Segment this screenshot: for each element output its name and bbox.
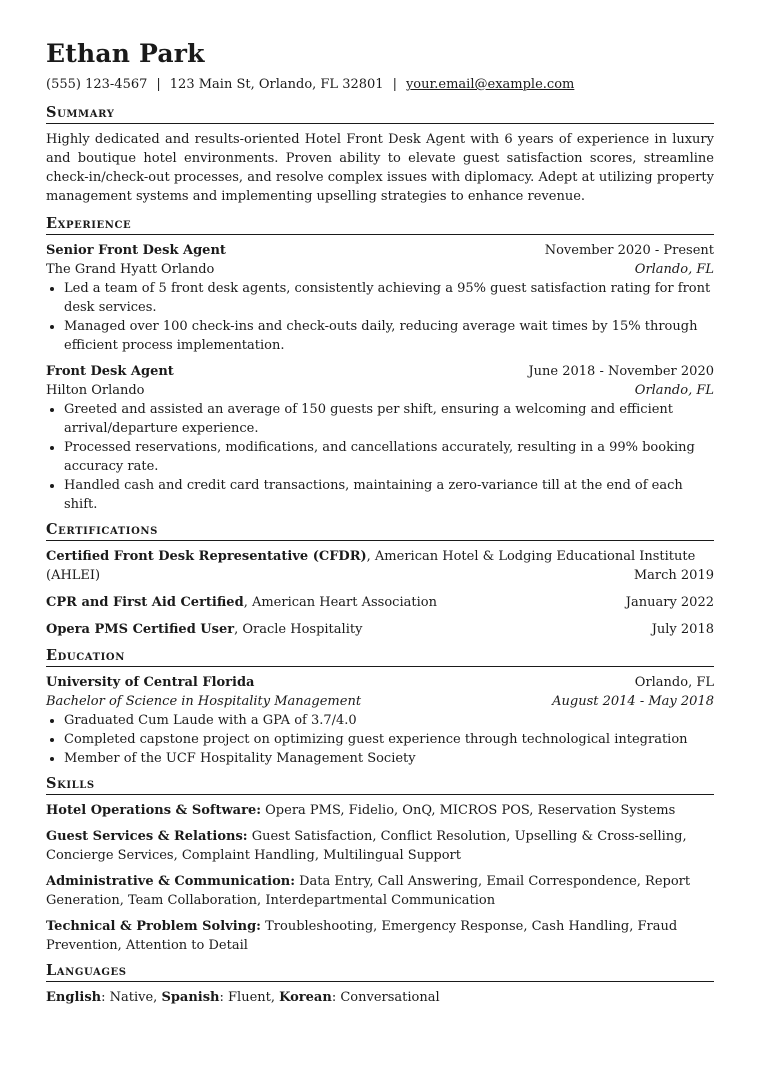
phone-number: (555) 123-4567 [46, 77, 148, 92]
degree: Bachelor of Science in Hospitality Management [46, 694, 362, 709]
cert-name: CPR and First Aid Certified [46, 595, 244, 610]
list-item: • Processed reservations, modifications, and cancellations accurately, resulting in a 99% booking accuracy rate. [64, 438, 714, 476]
skill-text: Guest Satisfaction, Conflict Resolution, Upselling & Cross-selling, Concierge Services, Complaint Handling, Multilingual Support [46, 829, 687, 863]
language-name: Korean [279, 990, 332, 1005]
certification-entry [46, 547, 714, 585]
candidate-name: Ethan Park [46, 39, 205, 68]
languages-line [46, 988, 714, 1007]
job-location: Orlando, FL [634, 262, 714, 277]
language-name: Spanish [161, 990, 220, 1005]
job-location: Orlando, FL [634, 383, 714, 398]
school-location: Orlando, FL [634, 675, 714, 690]
cert-issuer: , American Hotel & Lodging Educational Institute [366, 549, 696, 564]
skill-entry [46, 872, 714, 910]
cert-date: July 2018 [651, 622, 714, 637]
job-company: The Grand Hyatt Orlando [46, 262, 215, 277]
list-item: • Member of the UCF Hospitality Management Society [64, 749, 714, 768]
contact-line [46, 76, 714, 94]
section-title-summary: Summary [46, 104, 714, 124]
job-bullets [46, 400, 714, 514]
list-item: • Managed over 100 check-ins and check-outs daily, reducing average wait times by 15% through efficient process implementation. [64, 317, 714, 355]
certification-entry [46, 620, 714, 639]
language-level: : Native, [101, 990, 162, 1005]
skill-entry [46, 917, 714, 955]
skill-label: Hotel Operations & Software: [46, 803, 262, 818]
job-company: Hilton Orlando [46, 383, 145, 398]
cert-date: January 2022 [625, 595, 714, 610]
section-title-education: Education [46, 647, 714, 667]
language-level: : Fluent, [219, 990, 280, 1005]
skill-text: Troubleshooting, Emergency Response, Cash Handling, Fraud Prevention, Attention to Detail [46, 919, 678, 953]
cert-issuer-cont: (AHLEI) [46, 568, 101, 583]
list-item: • Completed capstone project on optimizing guest experience through technological integration [64, 730, 714, 749]
job-bullets [46, 279, 714, 355]
list-item: • Graduated Cum Laude with a GPA of 3.7/4.0 [64, 711, 714, 730]
cert-name: Opera PMS Certified User [46, 622, 235, 637]
skill-label: Administrative & Communication: [46, 874, 295, 889]
email-link[interactable]: your.email@example.com [405, 77, 575, 92]
skill-text: Opera PMS, Fidelio, OnQ, MICROS POS, Reservation Systems [261, 803, 676, 818]
separator: | [392, 77, 397, 92]
skill-label: Technical & Problem Solving: [46, 919, 261, 934]
job-dates: November 2020 - Present [544, 243, 714, 258]
section-title-experience: Experience [46, 215, 714, 235]
skill-text: Data Entry, Call Answering, Email Correspondence, Report Generation, Team Collaboration, Interdepartmental Communication [46, 874, 691, 908]
school-name: University of Central Florida [46, 675, 255, 690]
separator: | [156, 77, 161, 92]
section-title-certifications: Certifications [46, 521, 714, 541]
cert-date: March 2019 [633, 568, 714, 583]
language-level: : Conversational [331, 990, 440, 1005]
language-name: English [46, 990, 102, 1005]
address: 123 Main St, Orlando, FL 32801 [169, 77, 384, 92]
section-title-languages: Languages [46, 962, 714, 982]
job-entry [46, 362, 714, 514]
section-title-skills: Skills [46, 775, 714, 795]
skill-entry [46, 801, 714, 820]
job-role: Front Desk Agent [46, 364, 174, 379]
list-item: • Handled cash and credit card transactions, maintaining a zero-variance till at the end of each shift. [64, 476, 714, 514]
job-entry [46, 241, 714, 355]
cert-name: Certified Front Desk Representative (CFDR) [46, 549, 367, 564]
cert-issuer: , Oracle Hospitality [234, 622, 363, 637]
education-dates: August 2014 - May 2018 [552, 694, 714, 709]
skill-label: Guest Services & Relations: [46, 829, 248, 844]
job-role: Senior Front Desk Agent [46, 243, 226, 258]
certification-entry [46, 593, 714, 612]
list-item: • Greeted and assisted an average of 150 guests per shift, ensuring a welcoming and efficient arrival/departure experience. [64, 400, 714, 438]
list-item: • Led a team of 5 front desk agents, consistently achieving a 95% guest satisfaction rating for front desk services. [64, 279, 714, 317]
cert-issuer: , American Heart Association [243, 595, 437, 610]
job-dates: June 2018 - November 2020 [528, 364, 714, 379]
skill-entry [46, 827, 714, 865]
education-bullets [46, 711, 714, 768]
summary-text: Highly dedicated and results-oriented Hotel Front Desk Agent with 6 years of experience in luxury and boutique hotel environments. Proven ability to elevate guest satisfaction scores, streamline check-in/check-out processes, and resolve complex issues with diplomacy. Adept at utilizing property management systems and implementing upselling strategies to enhance revenue. [46, 132, 714, 204]
